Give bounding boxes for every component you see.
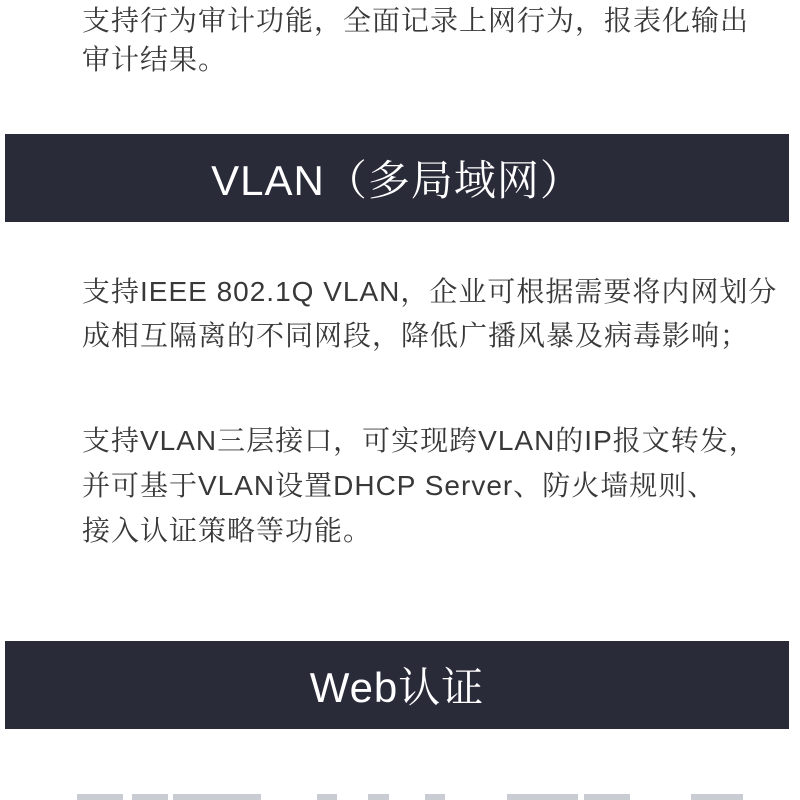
text-line: 支持IEEE 802.1Q VLAN，企业可根据需要将内网划分 [82,276,778,307]
text-line: 支持行为审计功能，全面记录上网行为，报表化输出 [82,5,750,36]
text-line: 接入认证策略等功能。 [82,515,373,546]
feature-paragraph-audit [82,1,749,79]
section-banner-vlan [5,134,789,222]
text-line: 支持VLAN三层接口，可实现跨VLAN的IP报文转发， [82,425,758,456]
section-banner-web-auth [5,641,789,729]
feature-paragraph-vlan-2 [82,418,758,553]
text-line: 成相互隔离的不同网段，降低广播风暴及病毒影响； [82,320,750,351]
feature-paragraph-vlan-1 [82,270,777,358]
text-line: 审计结果。 [82,44,228,75]
section-title-vlan: VLAN（多局域网） [211,157,583,204]
section-title-web-auth: Web认证 [309,664,485,711]
text-line: 并可基于VLAN设置DHCP Server、防火墙规则、 [82,470,717,501]
clipped-next-paragraph [77,793,745,800]
